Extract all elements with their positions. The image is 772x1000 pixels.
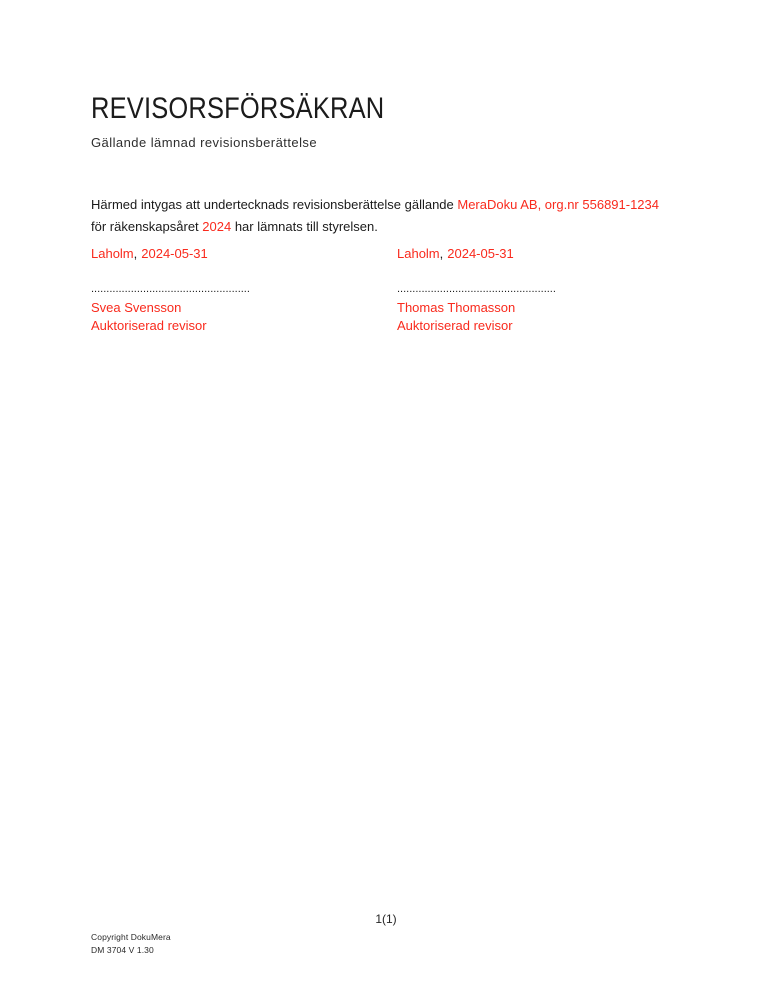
- document-title: REVISORSFÖRSÄKRAN: [91, 92, 385, 125]
- signature-block-left: [91, 245, 321, 335]
- footer-meta: [91, 931, 171, 956]
- paragraph-text-lead: Härmed intygas att undertecknads revisionsberättelse gällande: [91, 197, 458, 212]
- signature-place-value: Laholm: [397, 246, 440, 261]
- signatory-name: Thomas Thomasson: [397, 300, 516, 315]
- company-org-number-value: MeraDoku AB, org.nr 556891-1234: [457, 197, 660, 212]
- fiscal-year-value: 2024: [202, 219, 232, 234]
- page-number: 1(1): [375, 912, 397, 926]
- signatory-name: Svea Svensson: [91, 300, 182, 315]
- signature-date-value: 2024-05-31: [141, 246, 208, 261]
- signature-section: [0, 245, 772, 345]
- signature-line: ....................................................: [91, 284, 250, 295]
- signature-line: ....................................................: [397, 284, 556, 295]
- place-date-separator: ,: [439, 246, 444, 261]
- paragraph-text-middle: för räkenskapsåret: [91, 219, 203, 234]
- signature-block-right: [397, 245, 627, 335]
- signature-place-value: Laholm: [91, 246, 134, 261]
- signatory-role: Auktoriserad revisor: [397, 318, 513, 333]
- copyright-line: Copyright DokuMera: [91, 932, 171, 942]
- place-date-separator: ,: [133, 246, 138, 261]
- declaration-paragraph: [91, 194, 731, 238]
- signatory-role: Auktoriserad revisor: [91, 318, 207, 333]
- paragraph-text-tail: har lämnats till styrelsen.: [231, 219, 378, 234]
- signature-place-date: [397, 245, 627, 262]
- signature-place-date: [91, 245, 321, 262]
- document-subtitle: Gällande lämnad revisionsberättelse: [91, 135, 318, 150]
- signature-date-value: 2024-05-31: [447, 246, 514, 261]
- document-version-line: DM 3704 V 1.30: [91, 944, 154, 955]
